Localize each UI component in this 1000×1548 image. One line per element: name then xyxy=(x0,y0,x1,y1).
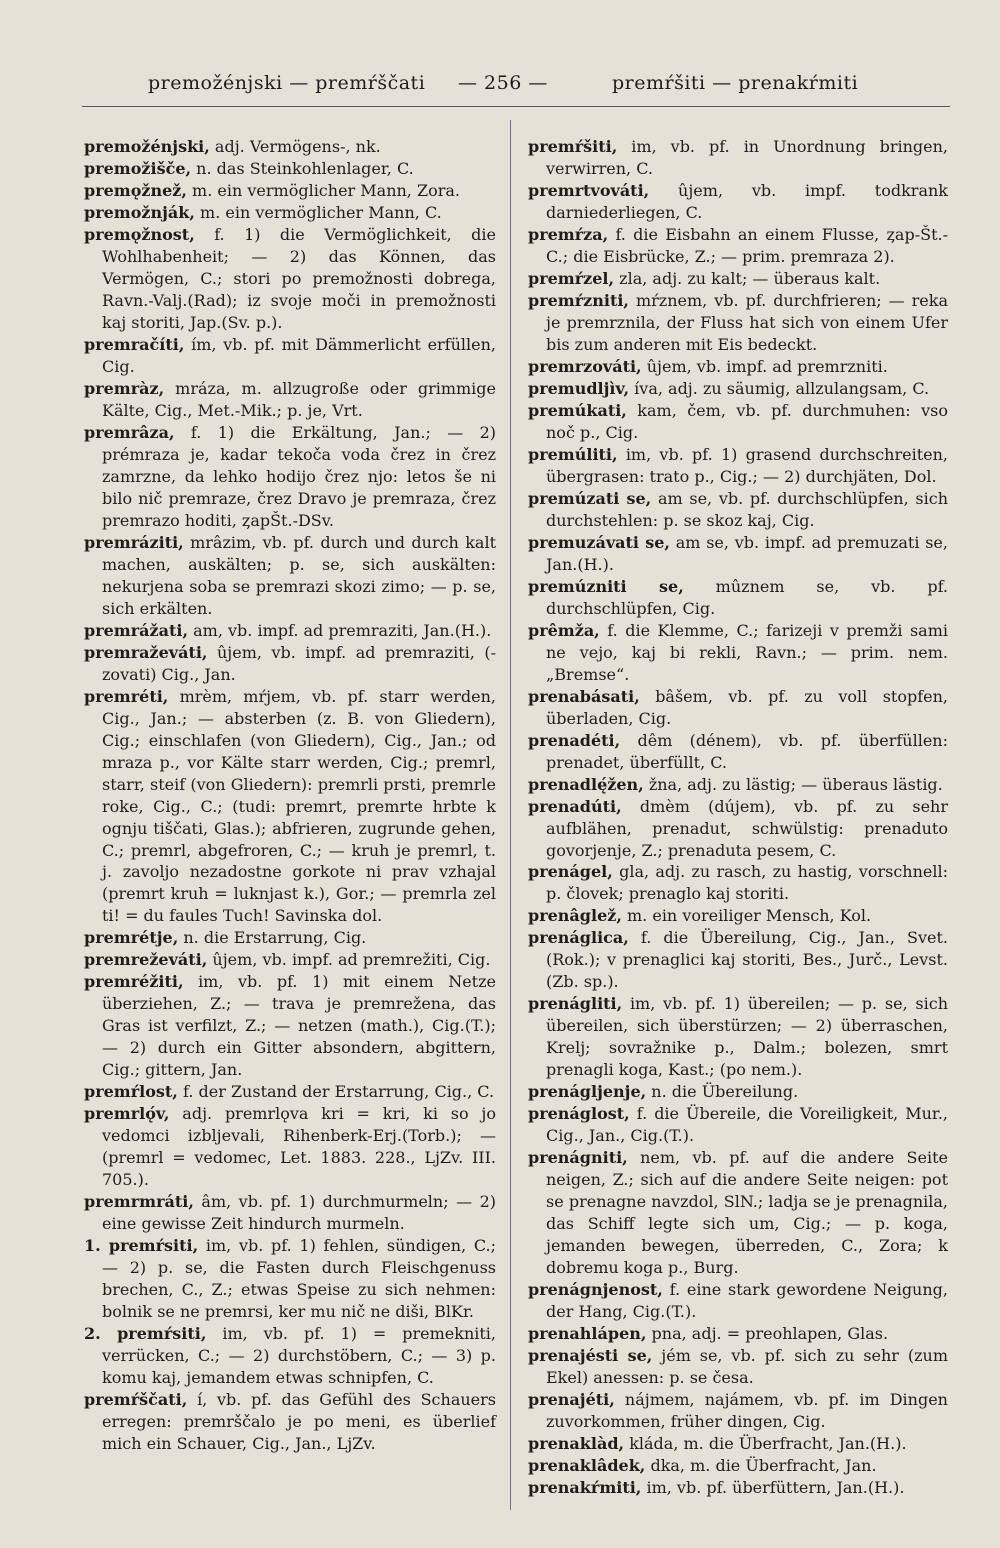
entry-definition: mráza, m. allzugroße oder grimmige Kälte, Cig., Met.-Mik.; p. je, Vrt. xyxy=(102,378,497,420)
entry-definition: adj. Vermögens-, nk. xyxy=(214,137,381,156)
entry-headword: premuzávati se, xyxy=(528,532,670,552)
dictionary-entry xyxy=(528,356,948,378)
entry-definition: ûjem, vb. impf. ad premrzniti. xyxy=(646,356,888,376)
dictionary-entry xyxy=(528,290,948,356)
header-right-guide: premŕšiti — prenakŕmiti xyxy=(612,72,859,94)
entry-headword: premrtvováti, xyxy=(528,180,650,200)
dictionary-entry xyxy=(84,422,496,532)
dictionary-entry xyxy=(528,927,948,993)
dictionary-entry xyxy=(528,1455,948,1477)
dictionary-entry xyxy=(84,1081,496,1103)
entry-definition: nájmem, najámem, vb. pf. im Dingen zuvorkommen, früher dingen, Cig. xyxy=(546,1390,948,1432)
dictionary-entry xyxy=(528,774,948,796)
header-left-guide: premožénjski — premŕščati xyxy=(148,72,426,94)
entry-definition: f. die Klemme, C.; farizeji v premži sami ne vejo, kaj bi rekli, Ravn.; — prim. nem. „Bremse“. xyxy=(546,620,949,684)
entry-definition: m. ein voreiliger Mensch, Kol. xyxy=(627,906,872,926)
dictionary-entry xyxy=(528,1103,948,1147)
dictionary-entry xyxy=(84,378,496,422)
entry-definition: ûjem, vb. impf. ad premrežiti, Cig. xyxy=(212,950,491,970)
entry-definition: kam, čem, vb. pf. durchmuhen: vso noč p., Cig. xyxy=(546,400,948,442)
dictionary-entry xyxy=(84,971,496,1081)
entry-headword: premŕzniti, xyxy=(528,290,629,310)
dictionary-entry xyxy=(528,488,948,532)
entry-definition: im, vb. pf. 1) fehlen, sündigen, C.; — 2) p. se, die Fasten durch Fleischgenuss brechen, C., Z.; etwas Speise zu sich nehmen: bolnik se ne premrsi, ker mu nič ne diši, BlKr. xyxy=(102,1236,496,1322)
dictionary-entry xyxy=(528,1477,948,1499)
dictionary-entry xyxy=(528,796,948,862)
entry-definition: íva, adj. zu säumig, allzulangsam, C. xyxy=(634,378,930,398)
entry-definition: gla, adj. zu rasch, zu hastig, vorschnell: p. človek; prenaglo kaj storiti. xyxy=(546,862,948,904)
entry-headword: prenágniti, xyxy=(528,1148,628,1168)
dictionary-entry xyxy=(528,400,948,444)
running-header xyxy=(0,66,1000,100)
dictionary-entry xyxy=(84,1235,496,1323)
entry-headword: prenadúti, xyxy=(528,796,622,816)
entry-definition: am, vb. impf. ad premraziti, Jan.(H.). xyxy=(193,620,492,640)
dictionary-entry xyxy=(84,136,496,158)
entry-headword: prenabásati, xyxy=(528,686,640,706)
entry-headword: premúkati, xyxy=(528,400,627,420)
dictionary-entry xyxy=(84,686,496,928)
dictionary-entry xyxy=(84,1389,496,1455)
entry-headword: prenágliti, xyxy=(528,994,623,1014)
entry-headword: prenágljenje, xyxy=(528,1082,647,1102)
entry-definition: dmèm (dújem), vb. pf. zu sehr aufblähen, prenadut, schwülstig: prenaduto govorjenje, Z.; prenaduta pesem, C. xyxy=(546,796,948,860)
entry-definition: f. 1) die Vermöglichkeit, die Wohlhabenheit; — 2) das Können, das Vermögen, C.; stori po premožnosti dobrega, Ravn.-Valj.(Rad); iz svoje moči in premožnosti kaj storiti, Jap.(Sv. p.). xyxy=(102,224,496,332)
entry-headword: prenaklàd, xyxy=(528,1434,625,1454)
entry-headword: premrážati, xyxy=(84,620,189,640)
dictionary-entry xyxy=(528,444,948,488)
dictionary-entry xyxy=(528,180,948,224)
entry-definition: adj. premrlǫva kri = kri, ki so jo vedomci izbljevali, Rihenberk-Erj.(Torb.); — (premrl = vedomec, Let. 1883. 228., LjZv. III. 705.). xyxy=(102,1104,496,1190)
page-number: — 256 — xyxy=(458,72,548,94)
entry-headword: prenáglost, xyxy=(528,1104,630,1124)
dictionary-entry xyxy=(528,1147,948,1279)
entry-headword: premrétje, xyxy=(84,928,179,948)
entry-definition: bâšem, vb. pf. zu voll stopfen, überladen, Cig. xyxy=(546,686,948,728)
dictionary-entry xyxy=(84,1191,496,1235)
entry-definition: pna, adj. = preohlapen, Glas. xyxy=(651,1324,889,1344)
entry-headword: premràz, xyxy=(84,378,165,398)
entry-headword: premrlǫ́v, xyxy=(84,1104,170,1124)
entry-headword: prenágnjenost, xyxy=(528,1280,663,1300)
entry-definition: m. ein vermöglicher Mann, C. xyxy=(200,202,442,222)
entry-definition: f. die Übereilung, Cig., Jan., Svet.(Rok.); v prenaglici kaj storiti, Bes., Jurč., Levst.(Zb. sp.). xyxy=(546,928,948,992)
entry-headword: prenadéti, xyxy=(528,730,621,750)
entry-definition: n. die Übereilung. xyxy=(651,1082,799,1102)
entry-headword: prenâglež, xyxy=(528,906,622,926)
dictionary-entry xyxy=(84,927,496,949)
entry-headword: prenáglica, xyxy=(528,928,629,948)
dictionary-entry xyxy=(528,532,948,576)
entry-definition: mŕznem, vb. pf. durchfrieren; — reka je premrznila, der Fluss hat sich von einem Ufer bis zum anderen mit Eis bedeckt. xyxy=(546,290,948,354)
dictionary-entry xyxy=(528,268,948,290)
dictionary-entry xyxy=(84,224,496,334)
dictionary-entry xyxy=(84,1103,496,1191)
dictionary-entry xyxy=(528,1389,948,1433)
entry-headword: premraževáti, xyxy=(84,642,208,662)
entry-definition: n. das Steinkohlenlager, C. xyxy=(196,158,414,178)
entry-definition: am se, vb. impf. ad premuzati se, Jan.(H.). xyxy=(546,532,948,574)
dictionary-entry xyxy=(528,861,948,905)
entry-headword: premreževáti, xyxy=(84,950,208,970)
dictionary-entry xyxy=(84,620,496,642)
entry-headword: prenajésti se, xyxy=(528,1346,653,1366)
entry-definition: im, vb. pf. 1) mit einem Netze überziehen, Z.; — trava je premrežena, das Gras ist verfilzt, Z.; — netzen (math.), Cig.(T.); — 2) durch ein Gitter absondern, abgittern, Cig.; gittern, Jan. xyxy=(102,972,496,1080)
entry-definition: f. die Eisbahn an einem Flusse, ȥap-Št.-C.; die Eisbrücke, Z.; — prim. premraza 2). xyxy=(546,224,948,266)
entry-headword: prenadlę́žen, xyxy=(528,774,644,794)
entry-definition: í, vb. pf. das Gefühl des Schauers erregen: premrščalo je po meni, es überlief mich ein Schauer, Cig., Jan., LjZv. xyxy=(102,1390,496,1454)
entry-headword: prenaklâdek, xyxy=(528,1456,646,1476)
entry-headword: prêmža, xyxy=(528,620,600,640)
entry-definition: ím, vb. pf. mit Dämmerlicht erfüllen, Cig. xyxy=(102,334,496,376)
entry-headword: 1. premŕsiti, xyxy=(84,1236,199,1256)
entry-definition: f. die Übereile, die Voreiligkeit, Mur., Cig., Jan., Cig.(T.). xyxy=(546,1104,948,1146)
entry-definition: f. 1) die Erkältung, Jan.; — 2) prémraza je, kadar tekoča voda črez in črez zamrzne, da lehko hodijo črez njo: letos še ni bilo nič premraze, črez Dravo je premraza, črez premrazo hoditi, ȥapŠt.-DSv. xyxy=(102,422,497,530)
entry-headword: premračíti, xyxy=(84,334,185,354)
entry-headword: premrmráti, xyxy=(84,1192,194,1212)
column-divider xyxy=(510,120,511,1510)
dictionary-entry xyxy=(528,620,948,686)
entry-definition: im, vb. pf. in Unordnung bringen, verwirren, C. xyxy=(546,137,948,178)
dictionary-entry xyxy=(528,993,948,1081)
dictionary-entry xyxy=(528,1279,948,1323)
entry-headword: premŕzel, xyxy=(528,268,615,288)
entry-definition: kláda, m. die Überfracht, Jan.(H.). xyxy=(629,1434,907,1454)
entry-definition: jém se, vb. pf. sich zu sehr (zum Ekel) anessen: p. se česa. xyxy=(546,1346,948,1388)
entry-definition: im, vb. pf. überfüttern, Jan.(H.). xyxy=(646,1478,905,1498)
entry-definition: m. ein vermöglicher Mann, Zora. xyxy=(192,180,460,200)
entry-headword: premǫžnež, xyxy=(84,180,187,200)
entry-headword: prenágel, xyxy=(528,862,613,882)
dictionary-entry xyxy=(528,1081,948,1103)
entry-headword: premožénjski, xyxy=(84,137,210,156)
dictionary-entry xyxy=(84,158,496,180)
entry-definition: mrâzim, vb. pf. durch und durch kalt machen, auskälten; p. se, sich auskälten: nekurjena soba se premrazi skozi zimo; — p. se, sich erkälten. xyxy=(102,532,496,618)
entry-headword: prenakŕmiti, xyxy=(528,1478,642,1498)
entry-headword: premúzati se, xyxy=(528,488,652,508)
dictionary-entry xyxy=(528,224,948,268)
entry-headword: prenahlápen, xyxy=(528,1324,647,1344)
entry-definition: ûjem, vb. impf. ad premraziti, (-zovati) Cig., Jan. xyxy=(102,642,496,684)
entry-headword: premráziti, xyxy=(84,532,184,552)
entry-definition: žna, adj. zu lästig; — überaus lästig. xyxy=(648,774,943,794)
dictionary-entry xyxy=(84,334,496,378)
right-column xyxy=(528,136,948,1499)
dictionary-entry xyxy=(528,1345,948,1389)
entry-definition: am se, vb. pf. durchschlüpfen, sich durchstehlen: p. se skoz kaj, Cig. xyxy=(546,488,948,530)
entry-definition: zla, adj. zu kalt; — überaus kalt. xyxy=(619,268,881,288)
dictionary-entry xyxy=(84,180,496,202)
entry-definition: f. der Zustand der Erstarrung, Cig., C. xyxy=(182,1082,495,1102)
entry-definition: im, vb. pf. 1) = premekniti, verrücken, C.; — 2) durchstöbern, C.; — 3) p. komu kaj, jemandem etwas schnipfen, C. xyxy=(102,1324,496,1388)
dictionary-entry xyxy=(84,949,496,971)
entry-headword: premudljìv, xyxy=(528,378,630,398)
entry-definition: mrèm, mŕjem, vb. pf. starr werden, Cig., Jan.; — absterben (z. B. von Gliedern), Cig.; einschlafen (von Gliedern), Cig., Jan.; od mraza p., vor Kälte starr werden, Cig.; premrl, starr, steif (von Gliedern): premrli prsti, premrle roke, Cig., C.; (tudi: premrt, premrte hrbte k ognju tiščati, Glas.); abfrieren, zugrunde gehen, C.; premrl, abgefroren, C.; — kruh je premrl, t. j. zavoljo nezadostne gorkote ni prav vzhajal (premrt kruh = luknjast k.), Gor.; — premrla zel ti! = du faules Tuch! Savinska dol. xyxy=(102,686,496,926)
entry-headword: premŕza, xyxy=(528,224,609,244)
dictionary-entry xyxy=(528,686,948,730)
entry-definition: âm, vb. pf. 1) durchmurmeln; — 2) eine gewisse Zeit hindurch murmeln. xyxy=(102,1192,496,1234)
entry-definition: dka, m. die Überfracht, Jan. xyxy=(650,1456,877,1476)
entry-headword: premréti, xyxy=(84,686,169,706)
entry-definition: dêm (dénem), vb. pf. überfüllen: prenadet, überfüllt, C. xyxy=(546,730,948,772)
entry-headword: premrzováti, xyxy=(528,356,642,376)
dictionary-entry xyxy=(528,378,948,400)
entry-definition: mûznem se, vb. pf. durchschlüpfen, Cig. xyxy=(546,576,949,618)
entry-definition: n. die Erstarrung, Cig. xyxy=(183,928,367,948)
entry-definition: im, vb. pf. 1) grasend durchschreiten, übergrasen: trato p., Cig.; — 2) durchjäten, Dol. xyxy=(546,444,948,486)
entry-headword: premrâza, xyxy=(84,422,175,442)
dictionary-entry xyxy=(528,730,948,774)
entry-headword: premúliti, xyxy=(528,444,618,464)
entry-definition: im, vb. pf. 1) übereilen; — p. se, sich übereilen, sich überstürzen; — 2) überraschen, Krelj; sovražnike p., Dalm.; bolezen, smrt prenagli koga, Kast.; (po nem.). xyxy=(546,994,948,1080)
dictionary-entry xyxy=(528,576,948,620)
header-rule xyxy=(82,106,950,107)
entry-definition: ûjem, vb. impf. todkrank darniederliegen, C. xyxy=(546,180,948,222)
entry-headword: premǫžnost, xyxy=(84,224,195,244)
dictionary-entry xyxy=(84,532,496,620)
dictionary-entry xyxy=(84,1323,496,1389)
left-column xyxy=(84,136,496,1455)
entry-headword: premŕlost, xyxy=(84,1082,178,1102)
entry-headword: premŕščati, xyxy=(84,1390,188,1410)
entry-headword: premožišče, xyxy=(84,158,192,178)
entry-definition: nem, vb. pf. auf die andere Seite neigen, Z.; sich auf die andere Seite neigen: pot se prenagne navzdol, SlN.; ladja se je prenagnila, das Schiff legte sich um, Cig.; — p. koga, jemanden bewegen, überreden, C., Zora; k dobremu koga p., Burg. xyxy=(546,1148,948,1278)
entry-headword: prenajéti, xyxy=(528,1390,615,1410)
entry-headword: premŕšiti, xyxy=(528,137,618,156)
entry-headword: premúzniti se, xyxy=(528,576,684,596)
dictionary-entry xyxy=(84,642,496,686)
dictionary-entry xyxy=(528,1433,948,1455)
entry-headword: premréžiti, xyxy=(84,972,184,992)
dictionary-entry xyxy=(528,905,948,927)
entry-definition: f. eine stark gewordene Neigung, der Hang, Cig.(T.). xyxy=(546,1280,948,1322)
dictionary-entry xyxy=(528,1323,948,1345)
dictionary-entry xyxy=(528,136,948,180)
entry-headword: 2. premŕsiti, xyxy=(84,1324,207,1344)
dictionary-entry xyxy=(84,202,496,224)
entry-headword: premožnják, xyxy=(84,202,195,222)
